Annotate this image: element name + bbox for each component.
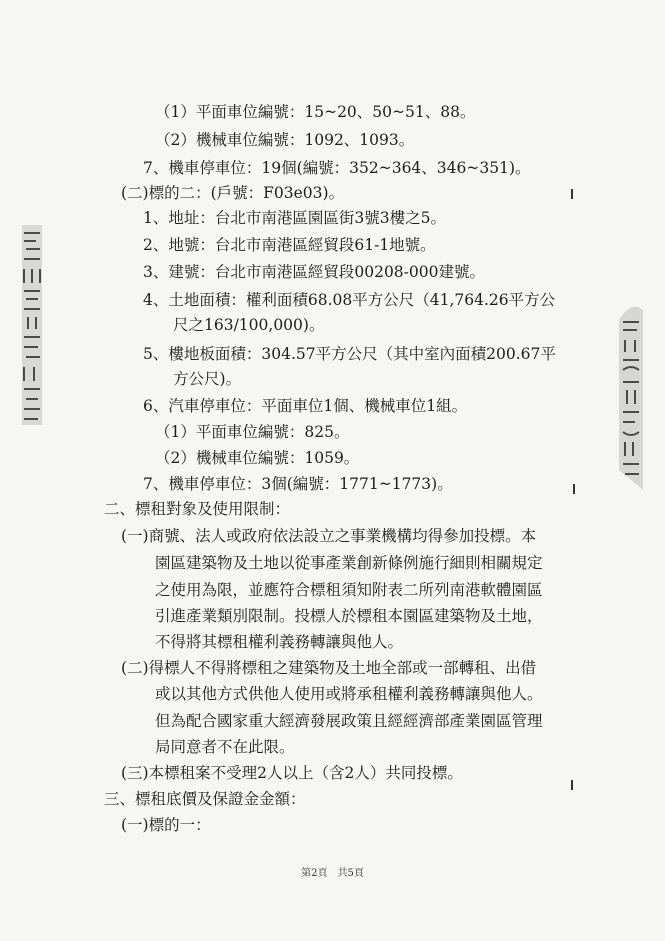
- text-line: 局同意者不在此限。: [155, 738, 295, 756]
- page-number: 第2頁 共5頁: [301, 868, 364, 879]
- text-line: 方公尺)。: [173, 370, 242, 388]
- text-line: 尺之163/100,000)。: [173, 316, 325, 334]
- text-line: 4、土地面積：權利面積68.08平方公尺（41,764.26平方公: [143, 291, 556, 309]
- section-heading: (二)標的二：(戶號：F03e03)。: [121, 184, 345, 202]
- scan-mark: [571, 189, 573, 199]
- text-line: 園區建築物及土地以從事產業創新條例施行細則相關規定: [155, 554, 543, 572]
- section-heading: 三、標租底價及保證金金額：: [104, 790, 306, 808]
- text-line: 3、建號：台北市南港區經貿段00208-000建號。: [143, 263, 485, 281]
- section-heading: 二、標租對象及使用限制：: [104, 500, 291, 518]
- text-line: 引進產業類別限制。投標人於標租本園區建築物及土地，: [155, 607, 543, 625]
- seal-stamp-left: [20, 225, 44, 425]
- text-line: (一)標的一：: [121, 816, 211, 834]
- text-line: （1）平面車位編號：825。: [155, 423, 350, 441]
- text-line: (二)得標人不得將標租之建築物及土地全部或一部轉租、出借: [121, 659, 537, 677]
- text-line: 不得將其標租權利義務轉讓與他人。: [155, 633, 404, 651]
- text-line: (一)商號、法人或政府依法設立之事業機構均得參加投標。本: [121, 527, 537, 545]
- text-line: 2、地號：台北市南港區經貿段61-1地號。: [143, 236, 436, 254]
- scan-mark: [571, 780, 573, 790]
- text-line: （2）機械車位編號：1059。: [155, 449, 360, 467]
- text-line: （1）平面車位編號：15~20、50~51、88。: [155, 103, 476, 121]
- seal-stamp-right: [617, 300, 645, 490]
- text-line: （2）機械車位編號：1092、1093。: [155, 131, 415, 149]
- text-line: 1、地址：台北市南港區園區街3號3樓之5。: [143, 209, 446, 227]
- text-line: 5、樓地板面積：304.57平方公尺（其中室內面積200.67平: [143, 345, 556, 363]
- text-line: (三)本標租案不受理2人以上（含2人）共同投標。: [121, 764, 463, 782]
- text-line: 或以其他方式供他人使用或將承租權利義務轉讓與他人。: [155, 685, 543, 703]
- text-line: 7、機車停車位：19個(編號：352~364、346~351)。: [143, 159, 531, 177]
- text-line: 之使用為限，並應符合標租須知附表二所列南港軟體園區: [155, 581, 543, 599]
- text-line: 7、機車停車位：3個(編號：1771~1773)。: [143, 475, 453, 493]
- scan-mark: [573, 484, 575, 494]
- text-line: 6、汽車停車位：平面車位1個、機械車位1組。: [143, 397, 468, 415]
- text-line: 但為配合國家重大經濟發展政策且經經濟部產業園區管理: [155, 712, 543, 730]
